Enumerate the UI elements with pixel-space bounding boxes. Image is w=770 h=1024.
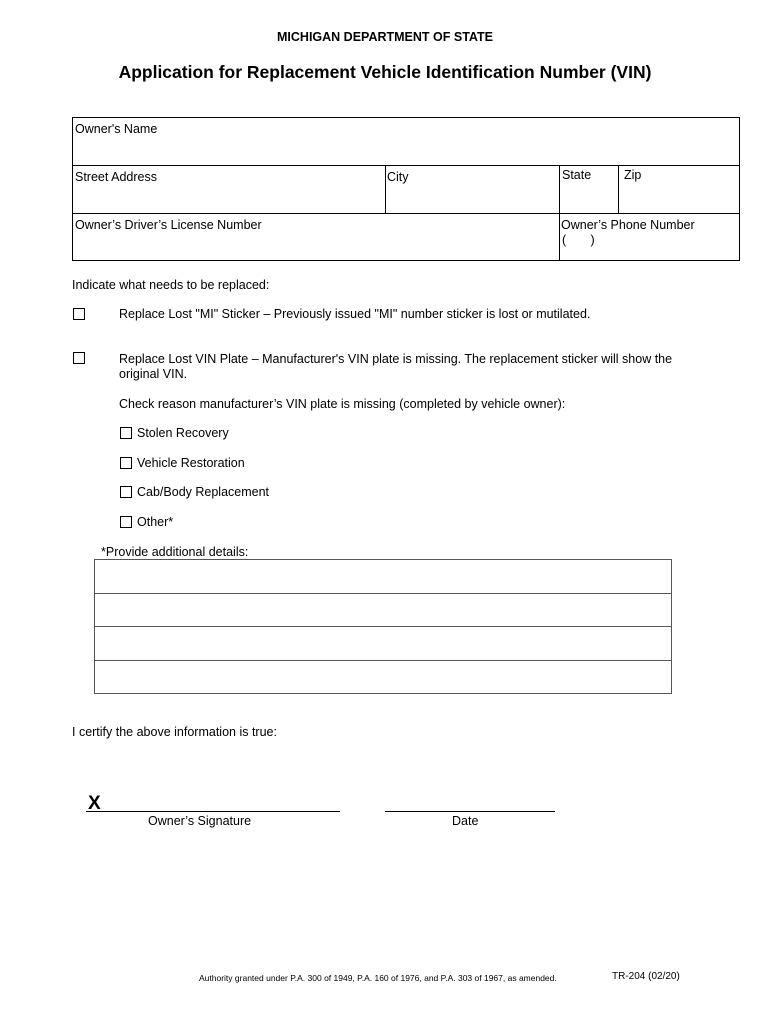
- street-address-label: Street Address: [75, 170, 157, 184]
- city-label: City: [387, 170, 409, 184]
- signature-x-mark: X: [88, 793, 101, 814]
- other-label: Other*: [137, 515, 174, 529]
- signature-line[interactable]: [86, 811, 340, 812]
- details-label: *Provide additional details:: [101, 545, 249, 559]
- details-line: [95, 660, 671, 661]
- column-divider: [618, 165, 619, 213]
- owner-name-label: Owner's Name: [75, 122, 158, 136]
- row-divider: [73, 165, 739, 166]
- details-line: [95, 593, 671, 594]
- sticker-checkbox[interactable]: [73, 308, 85, 320]
- department-heading: MICHIGAN DEPARTMENT OF STATE: [277, 30, 493, 44]
- certify-statement: I certify the above information is true:: [72, 725, 277, 739]
- vin-plate-checkbox[interactable]: [73, 352, 85, 364]
- vin-plate-option-label-cont: original VIN.: [119, 367, 188, 381]
- phone-number-label: Owner’s Phone Number: [561, 218, 695, 232]
- other-checkbox[interactable]: [120, 516, 132, 528]
- additional-details-box[interactable]: [94, 559, 672, 694]
- form-title: Application for Replacement Vehicle Identification Number (VIN): [118, 62, 652, 82]
- stolen-recovery-label: Stolen Recovery: [137, 426, 229, 440]
- zip-label: Zip: [624, 168, 642, 182]
- vin-plate-option-label: Replace Lost VIN Plate – Manufacturer's VIN plate is missing. The replacement sticker will show the: [119, 352, 673, 366]
- phone-area-code: ( ): [562, 233, 595, 247]
- details-line: [95, 626, 671, 627]
- vehicle-restoration-checkbox[interactable]: [120, 457, 132, 469]
- stolen-recovery-checkbox[interactable]: [120, 427, 132, 439]
- cab-body-replacement-label: Cab/Body Replacement: [137, 485, 270, 499]
- replace-intro: Indicate what needs to be replaced:: [72, 278, 270, 292]
- state-label: State: [562, 168, 592, 182]
- vehicle-restoration-label: Vehicle Restoration: [137, 456, 245, 470]
- signature-label: Owner’s Signature: [148, 814, 252, 828]
- cab-body-replacement-checkbox[interactable]: [120, 486, 132, 498]
- date-label: Date: [452, 814, 479, 828]
- reason-prompt: Check reason manufacturer’s VIN plate is missing (completed by vehicle owner):: [119, 397, 566, 411]
- date-line[interactable]: [385, 811, 555, 812]
- authority-footnote: Authority granted under P.A. 300 of 1949, P.A. 160 of 1976, and P.A. 303 of 1967, as amended.: [199, 973, 557, 983]
- row-divider: [73, 213, 739, 214]
- column-divider: [385, 165, 386, 213]
- license-number-label: Owner’s Driver’s License Number: [75, 218, 262, 232]
- form-number: TR-204 (02/20): [612, 971, 680, 982]
- owner-info-table: [72, 117, 740, 261]
- sticker-option-label: Replace Lost "MI" Sticker – Previously issued "MI" number sticker is lost or mutilated.: [119, 307, 591, 321]
